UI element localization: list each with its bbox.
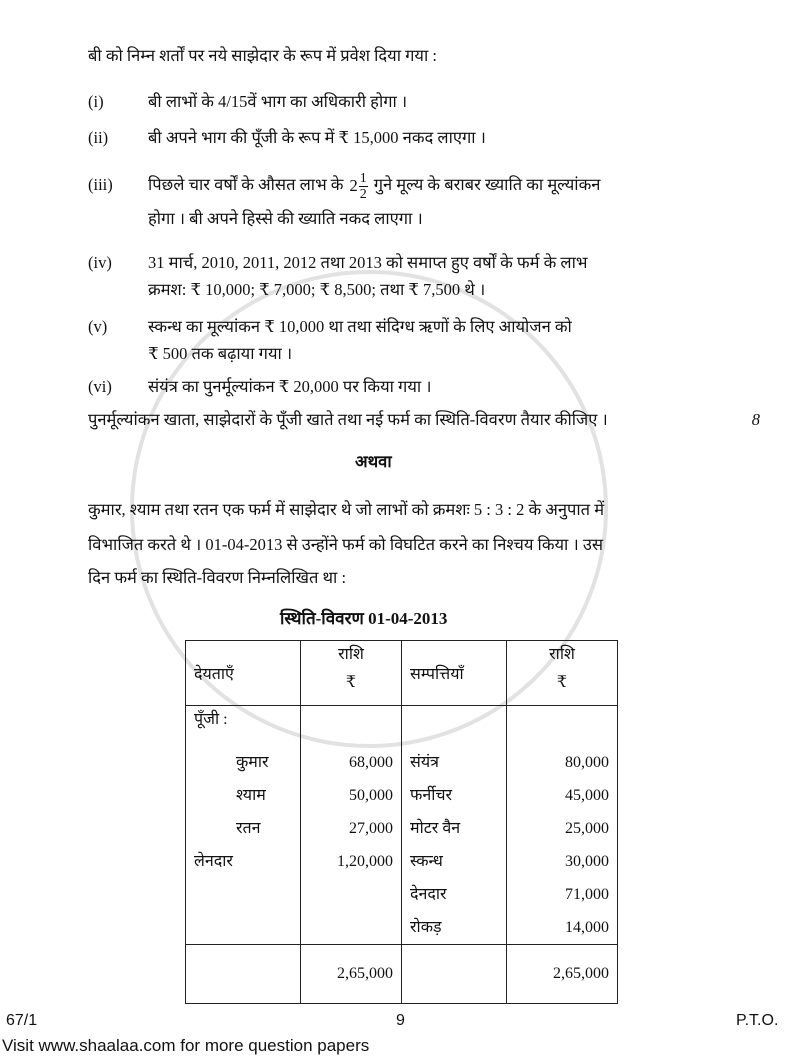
asset-amount: 25,000 [565, 820, 609, 837]
condition-text: बी अपने भाग की पूँजी के रूप में ₹ 15,000 नकद लाएगा । [148, 128, 486, 147]
header-liabilities: देयताएँ [186, 641, 301, 706]
condition-text: संयंत्र का पुनर्मूल्यांकन ₹ 20,000 पर किया गया । [148, 377, 432, 396]
asset-amount: 71,000 [565, 886, 609, 903]
fraction-numerator: 1 [359, 170, 367, 186]
condition-number: (i) [88, 92, 104, 111]
header-amount: राशि [549, 646, 575, 663]
or-heading: अथवा [355, 452, 392, 471]
condition-text: बी लाभों के 4/15वें भाग का अधिकारी होगा । [148, 92, 408, 111]
condition-text: क्रमश: ₹ 10,000; ₹ 7,000; ₹ 8,500; तथा ₹ 7,500 थे । [148, 280, 486, 299]
fraction-denominator: 2 [359, 186, 367, 202]
condition-number: (v) [88, 317, 108, 336]
instruction-text: पुनर्मूल्यांकन खाता, साझेदारों के पूँजी खाते तथा नई फर्म का स्थिति-विवरण तैयार कीजिए । [88, 410, 608, 429]
condition-text: 31 मार्च, 2010, 2011, 2012 तथा 2013 को समाप्त हुए वर्षों के फर्म के लाभ [148, 253, 588, 272]
asset-name: फर्नीचर [410, 787, 453, 804]
asset-amount: 14,000 [565, 919, 609, 936]
asset-name: मोटर वैन [410, 820, 461, 837]
header-currency: ₹ [556, 674, 568, 691]
asset-amount: 45,000 [565, 787, 609, 804]
fraction [349, 166, 367, 206]
condition-text: स्कन्ध का मूल्यांकन ₹ 10,000 था तथा संदिग्ध ऋणों के लिए आयोजन को [148, 317, 572, 336]
asset-name: स्कन्ध [410, 853, 443, 870]
paragraph-line: दिन फर्म का स्थिति-विवरण निम्नलिखित था : [88, 568, 347, 587]
asset-amount: 30,000 [565, 853, 609, 870]
condition-number: (ii) [88, 128, 109, 147]
asset-amount: 80,000 [565, 754, 609, 771]
liability-amount: 50,000 [349, 787, 393, 804]
marks: 8 [751, 410, 760, 429]
liability-name: श्याम [236, 787, 266, 804]
condition-number: (vi) [88, 377, 112, 396]
instruction-row [88, 410, 760, 430]
table-title: स्थिति-विवरण 01-04-2013 [280, 609, 448, 628]
condition-text: होगा । बी अपने हिस्से की ख्याति नकद लाएगा । [148, 209, 423, 228]
liability-name: कुमार [236, 754, 269, 771]
intro-text: बी को निम्न शर्तों पर नये साझेदार के रूप में प्रवेश दिया गया : [88, 46, 437, 65]
liability-amount: 68,000 [349, 754, 393, 771]
total-liabilities: 2,65,000 [301, 945, 402, 1004]
paragraph-line: कुमार, श्याम तथा रतन एक फर्म में साझेदार थे जो लाभों को क्रमशः 5 : 3 : 2 के अनुपात में [88, 500, 605, 519]
liability-amount: 1,20,000 [337, 853, 393, 870]
liability-name: लेनदार [194, 853, 233, 870]
condition-text: गुने मूल्य के बराबर ख्याति का मूल्यांकन [373, 175, 601, 194]
header-assets: सम्पत्तियाँ [402, 641, 507, 706]
balance-sheet-table [185, 640, 618, 1004]
condition-iii-first-line [148, 165, 600, 206]
liability-amount: 27,000 [349, 820, 393, 837]
visit-link[interactable]: Visit www.shaalaa.com for more question papers [2, 1036, 370, 1055]
header-currency: ₹ [345, 674, 357, 691]
fraction-whole: 2 [349, 176, 358, 196]
page-number: 9 [396, 1012, 405, 1029]
paper-code: 67/1 [6, 1012, 38, 1029]
condition-number: (iv) [88, 253, 112, 272]
condition-number: (iii) [88, 175, 113, 194]
total-assets: 2,65,000 [507, 945, 618, 1004]
condition-text: ₹ 500 तक बढ़ाया गया । [148, 344, 293, 363]
asset-name: रोकड़ [410, 919, 442, 936]
condition-text: पिछले चार वर्षों के औसत लाभ के [148, 175, 344, 194]
liability-name: रतन [236, 820, 261, 837]
header-amount: राशि [338, 646, 364, 663]
asset-name: संयंत्र [410, 754, 439, 771]
pto-text: P.T.O. [736, 1012, 779, 1029]
paragraph-line: विभाजित करते थे । 01-04-2013 से उन्होंने फर्म को विघटित करने का निश्चय किया । उस [88, 535, 604, 554]
capital-label: पूँजी : [194, 711, 228, 728]
asset-name: देनदार [410, 886, 447, 903]
